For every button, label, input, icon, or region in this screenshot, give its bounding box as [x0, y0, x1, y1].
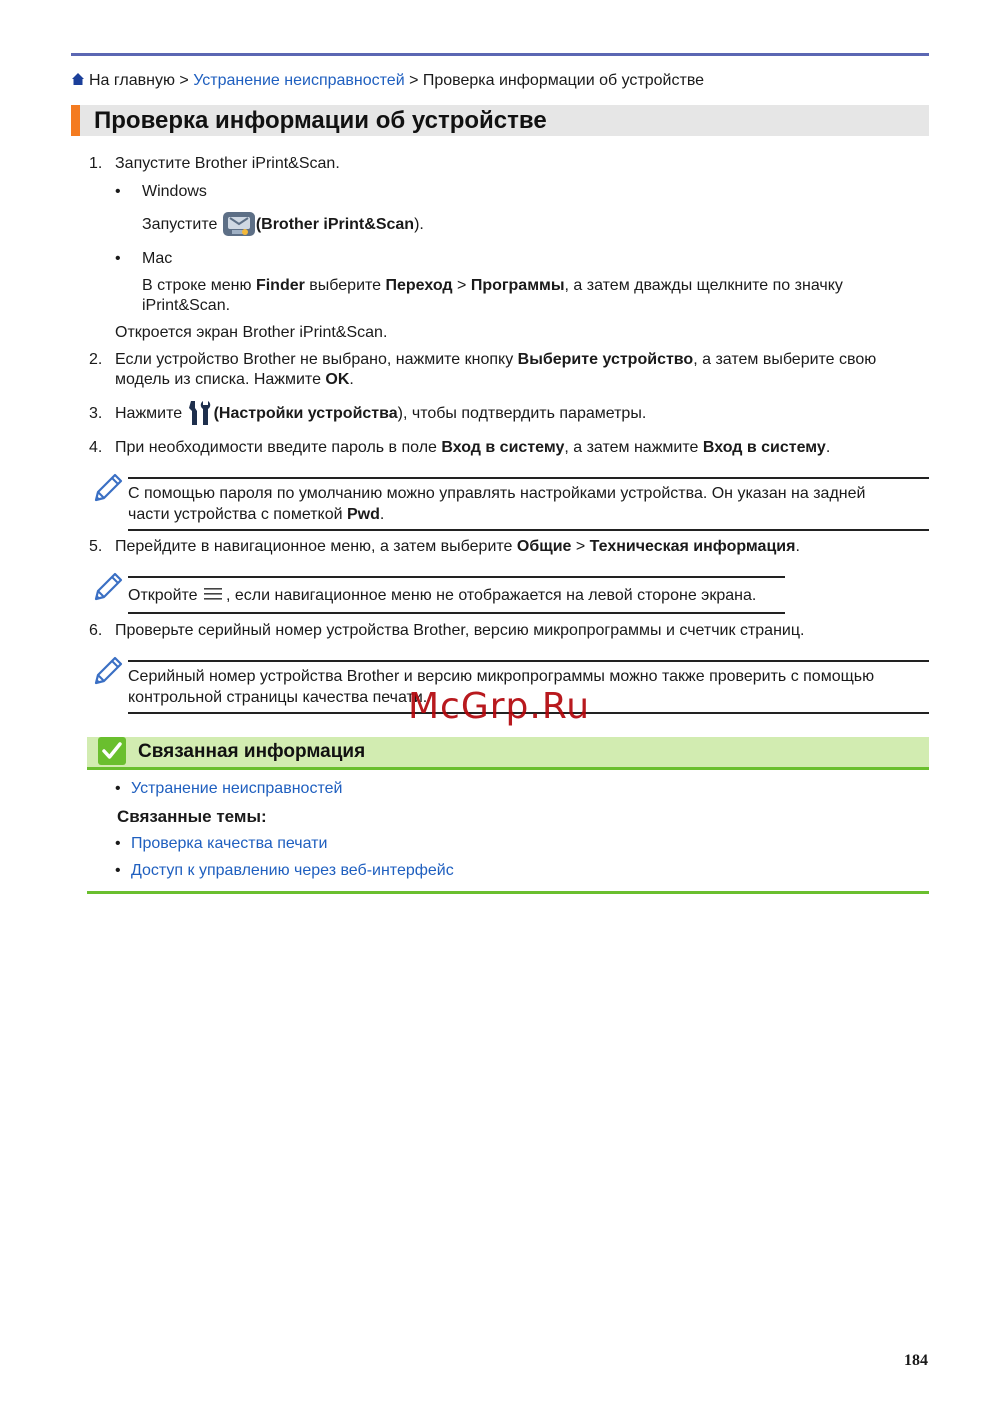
title-accent-bar — [71, 105, 80, 136]
step-bold: OK — [325, 371, 350, 388]
step-1-number: 1. — [89, 155, 103, 172]
windows-bold: (Brother iPrint&Scan — [255, 216, 415, 233]
step-2-line-2 — [115, 370, 354, 390]
bullet: • — [115, 183, 121, 200]
breadcrumb-separator: > — [409, 72, 419, 89]
step-text: Нажмите — [115, 405, 187, 422]
note-text: . — [379, 506, 385, 523]
page-title: Проверка информации об устройстве — [94, 107, 547, 134]
step-bold: Общие — [516, 538, 572, 555]
note-rule-top — [128, 477, 929, 479]
step-6-text: Проверьте серийный номер устройства Brother, версию микропрограммы и счетчик страниц. — [115, 622, 805, 639]
bullet: • — [115, 862, 121, 879]
related-end-rule — [87, 891, 929, 894]
step-text: . — [825, 439, 831, 456]
note-text: , если навигационное меню не отображается на левой стороне экрана. — [226, 587, 757, 604]
note-rule-top — [128, 576, 785, 578]
step-4-text — [115, 438, 830, 458]
step-2-line-1 — [115, 350, 876, 370]
mac-text: , а затем дважды щелкните по значку — [564, 277, 843, 294]
step-3-number: 3. — [89, 405, 103, 422]
device-settings-icon — [187, 399, 213, 427]
step-4-number: 4. — [89, 439, 103, 456]
windows-label: Windows — [142, 183, 207, 200]
note-bold: Pwd — [346, 506, 380, 523]
page-number: 184 — [904, 1352, 928, 1369]
step-1-result: Откроется экран Brother iPrint&Scan. — [115, 324, 388, 341]
related-info-header — [87, 737, 929, 770]
step-5-text — [115, 537, 800, 557]
breadcrumb-link-troubleshooting[interactable]: Устранение неисправностей — [193, 72, 405, 89]
breadcrumb-separator: > — [179, 72, 189, 89]
note-text: части устройства с пометкой — [128, 506, 347, 523]
mac-text: В строке меню — [142, 277, 256, 294]
note-1-line-1: С помощью пароля по умолчанию можно управлять настройками устройства. Он указан на задней — [128, 485, 866, 502]
step-text: . — [349, 371, 354, 388]
breadcrumb-current: Проверка информации об устройстве — [422, 72, 705, 89]
mac-bold: Программы — [470, 277, 565, 294]
iprint-scan-app-icon — [222, 210, 256, 238]
related-link-print-quality[interactable]: Проверка качества печати — [131, 835, 328, 852]
mac-bold: Переход — [385, 277, 453, 294]
step-6-number: 6. — [89, 622, 103, 639]
step-bold: Вход в систему — [441, 439, 565, 456]
step-bold: Техническая информация — [589, 538, 796, 555]
bullet: • — [115, 780, 121, 797]
step-2-number: 2. — [89, 351, 103, 368]
step-1-text: Запустите Brother iPrint&Scan. — [115, 155, 340, 172]
hamburger-menu-icon — [202, 586, 224, 602]
step-text: Перейдите в навигационное меню, а затем выберите — [115, 538, 517, 555]
step-3-text — [115, 404, 646, 424]
note-2-text — [128, 586, 756, 606]
step-text: При необходимости введите пароль в поле — [115, 439, 442, 456]
related-link-troubleshooting[interactable]: Устранение неисправностей — [131, 780, 343, 797]
step-text: > — [571, 538, 590, 555]
note-3-line-2: контрольной страницы качества печати. — [128, 689, 428, 706]
note-rule-top — [128, 660, 929, 662]
step-5-number: 5. — [89, 538, 103, 555]
mac-bold: Finder — [255, 277, 305, 294]
page-title-bar — [71, 105, 929, 136]
pencil-note-icon — [90, 655, 124, 689]
mac-text: выберите — [304, 277, 386, 294]
note-1-line-2 — [128, 505, 384, 525]
bullet: • — [115, 250, 121, 267]
note-rule-bottom — [128, 612, 785, 614]
note-3-line-1: Серийный номер устройства Brother и версию микропрограммы можно также проверить с помощью — [128, 668, 875, 685]
windows-pre: Запустите — [142, 216, 222, 233]
pencil-note-icon — [90, 472, 124, 506]
windows-instruction — [142, 215, 424, 235]
step-text: . — [795, 538, 800, 555]
breadcrumb-home[interactable]: На главную — [89, 72, 175, 89]
breadcrumb — [71, 71, 704, 91]
related-link-web-management[interactable]: Доступ к управлению через веб-интерфейс — [131, 862, 454, 879]
step-text: модель из списка. Нажмите — [115, 371, 326, 388]
step-text: , а затем выберите свою — [693, 351, 877, 368]
mac-instruction-line-1 — [142, 276, 843, 296]
checkmark-icon — [98, 737, 126, 765]
step-text: ), чтобы подтвердить параметры. — [397, 405, 647, 422]
step-text: , а затем нажмите — [564, 439, 703, 456]
mac-instruction-line-2: iPrint&Scan. — [142, 297, 231, 314]
watermark: McGrp.Ru — [408, 686, 591, 727]
mac-text: > — [452, 277, 471, 294]
note-text: Откройте — [128, 587, 202, 604]
pencil-note-icon — [90, 571, 124, 605]
step-bold: Выберите устройство — [517, 351, 694, 368]
note-rule-bottom — [128, 529, 929, 531]
related-topics-label: Связанные темы: — [117, 807, 267, 826]
mac-label: Mac — [142, 250, 173, 267]
bullet: • — [115, 835, 121, 852]
windows-post: ). — [414, 216, 424, 233]
top-rule — [71, 53, 929, 56]
related-info-title: Связанная информация — [138, 741, 366, 762]
step-text: Если устройство Brother не выбрано, нажмите кнопку — [115, 351, 518, 368]
step-bold: (Настройки устройства — [213, 405, 398, 422]
home-icon[interactable] — [71, 72, 85, 86]
step-bold: Вход в систему — [702, 439, 826, 456]
